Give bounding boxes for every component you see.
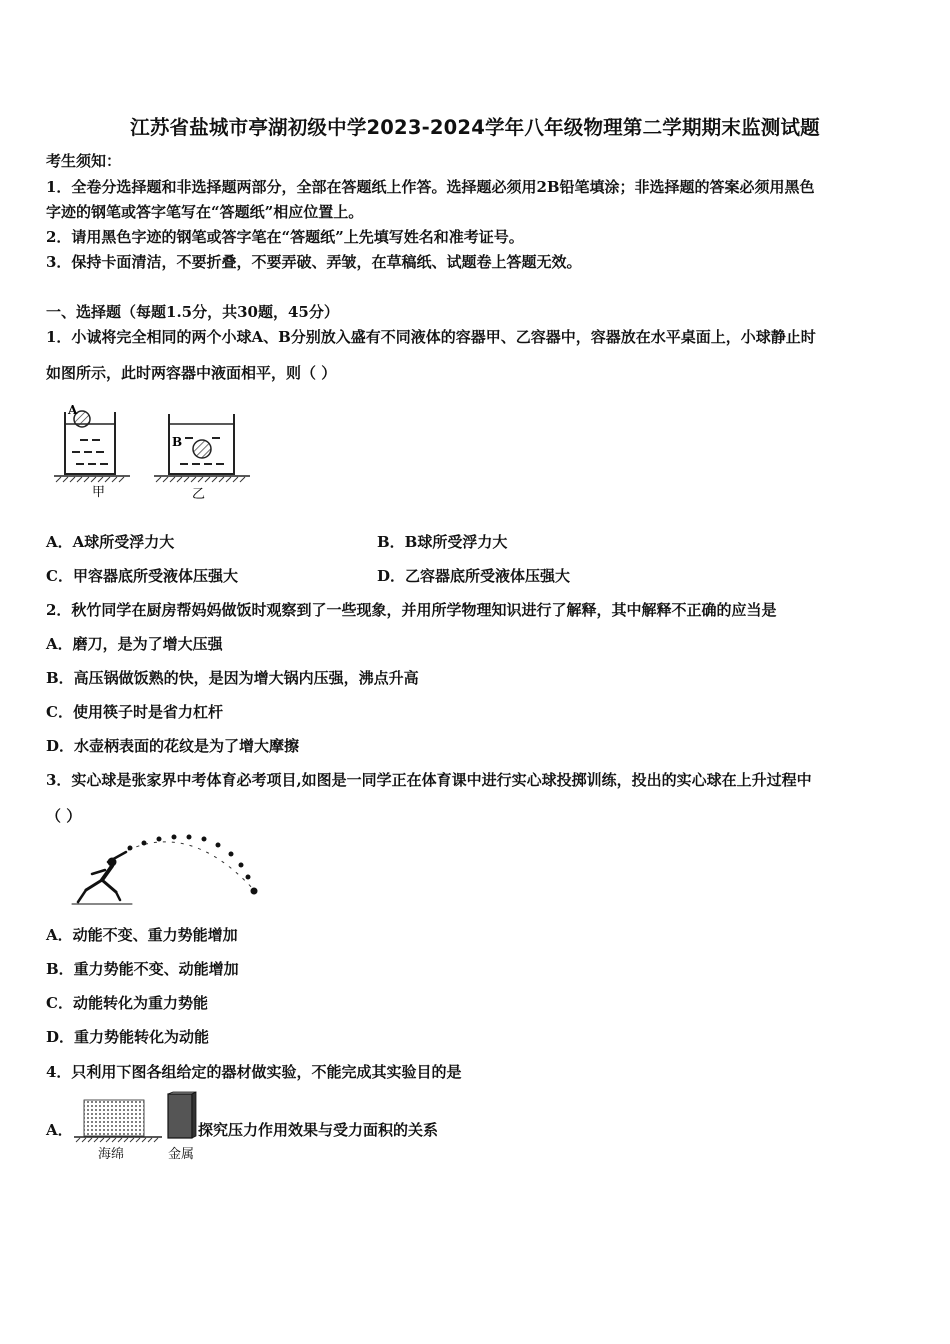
q3-stem-line1: 3．实心球是张家界中考体育必考项目,如图是一同学正在体育课中进行实心球投掷训练，投出的实心球在上升过程中	[46, 771, 812, 789]
q2-option-a[interactable]: A．磨刀，是为了增大压强	[46, 635, 223, 653]
q4-stem: 4．只利用下图各组给定的器材做实验，不能完成其实验目的是	[46, 1063, 462, 1081]
ball-a-label: A	[68, 403, 78, 417]
metal-block-icon	[168, 1092, 196, 1138]
q3-option-b[interactable]: B．重力势能不变、动能增加	[46, 960, 239, 978]
ball-b-label: B	[172, 435, 183, 449]
sponge-label: 海绵	[98, 1147, 125, 1162]
q1-option-a[interactable]: A．A球所受浮力大	[46, 533, 175, 551]
q1-stem-line2: 如图所示，此时两容器中液面相平，则（ ）	[46, 364, 337, 382]
q4-option-a-label[interactable]: A．	[46, 1121, 73, 1139]
q3-option-d[interactable]: D．重力势能转化为动能	[46, 1028, 210, 1046]
notice-item: 2．请用黑色字迹的钢笔或答字笔在“答题纸”上先填写姓名和准考证号。	[46, 228, 524, 246]
q3-stem-line2: （ ）	[46, 807, 82, 825]
q2-stem: 2．秋竹同学在厨房帮妈妈做饭时观察到了一些现象，并用所学物理知识进行了解释，其中解释不正确的应当是	[46, 601, 777, 619]
notice-item: 字迹的钢笔或答字笔写在“答题纸”相应位置上。	[46, 203, 364, 221]
athlete-icon	[72, 852, 132, 904]
q1-stem-line1: 1．小诚将完全相同的两个小球A、B分别放入盛有不同液体的容器甲、乙容器中，容器放在水平桌面上，小球静止时	[46, 328, 816, 346]
container-a-label: 甲	[92, 485, 106, 500]
metal-label: 金属	[168, 1147, 195, 1162]
q1-option-c[interactable]: C．甲容器底所受液体压强大	[46, 567, 238, 585]
q3-option-c[interactable]: C．动能转化为重力势能	[46, 994, 208, 1012]
container-yi	[154, 414, 250, 482]
q1-option-b[interactable]: B．B球所受浮力大	[377, 533, 508, 551]
q3-shot-put-figure	[72, 836, 267, 908]
q3-option-a[interactable]: A．动能不变、重力势能增加	[46, 926, 238, 944]
q4-sponge-metal-figure	[74, 1092, 204, 1144]
q1-option-d[interactable]: D．乙容器底所受液体压强大	[377, 567, 571, 585]
notice-item: 3．保持卡面清洁，不要折叠，不要弄破、弄皱，在草稿纸、试题卷上答题无效。	[46, 253, 582, 271]
q2-option-c[interactable]: C．使用筷子时是省力杠杆	[46, 703, 223, 721]
page-title: 江苏省盐城市亭湖初级中学2023-2024学年八年级物理第二学期期末监测试题	[130, 116, 820, 139]
q2-option-d[interactable]: D．水壶柄表面的花纹是为了增大摩擦	[46, 737, 300, 755]
q4-option-a-text[interactable]: 探究压力作用效果与受力面积的关系	[198, 1121, 439, 1139]
notice-heading: 考生须知：	[46, 152, 122, 170]
section-heading: 一、选择题（每题1.5分，共30题，45分）	[46, 303, 339, 321]
container-jia	[54, 411, 130, 482]
q1-containers-figure	[52, 402, 257, 502]
container-b-label: 乙	[192, 487, 206, 502]
sponge-icon	[74, 1100, 162, 1142]
notice-item: 1．全卷分选择题和非选择题两部分，全部在答题纸上作答。选择题必须用2B铅笔填涂；非选择题的答案必须用黑色	[46, 178, 815, 196]
q2-option-b[interactable]: B．高压锅做饭熟的快，是因为增大锅内压强，沸点升高	[46, 669, 419, 687]
